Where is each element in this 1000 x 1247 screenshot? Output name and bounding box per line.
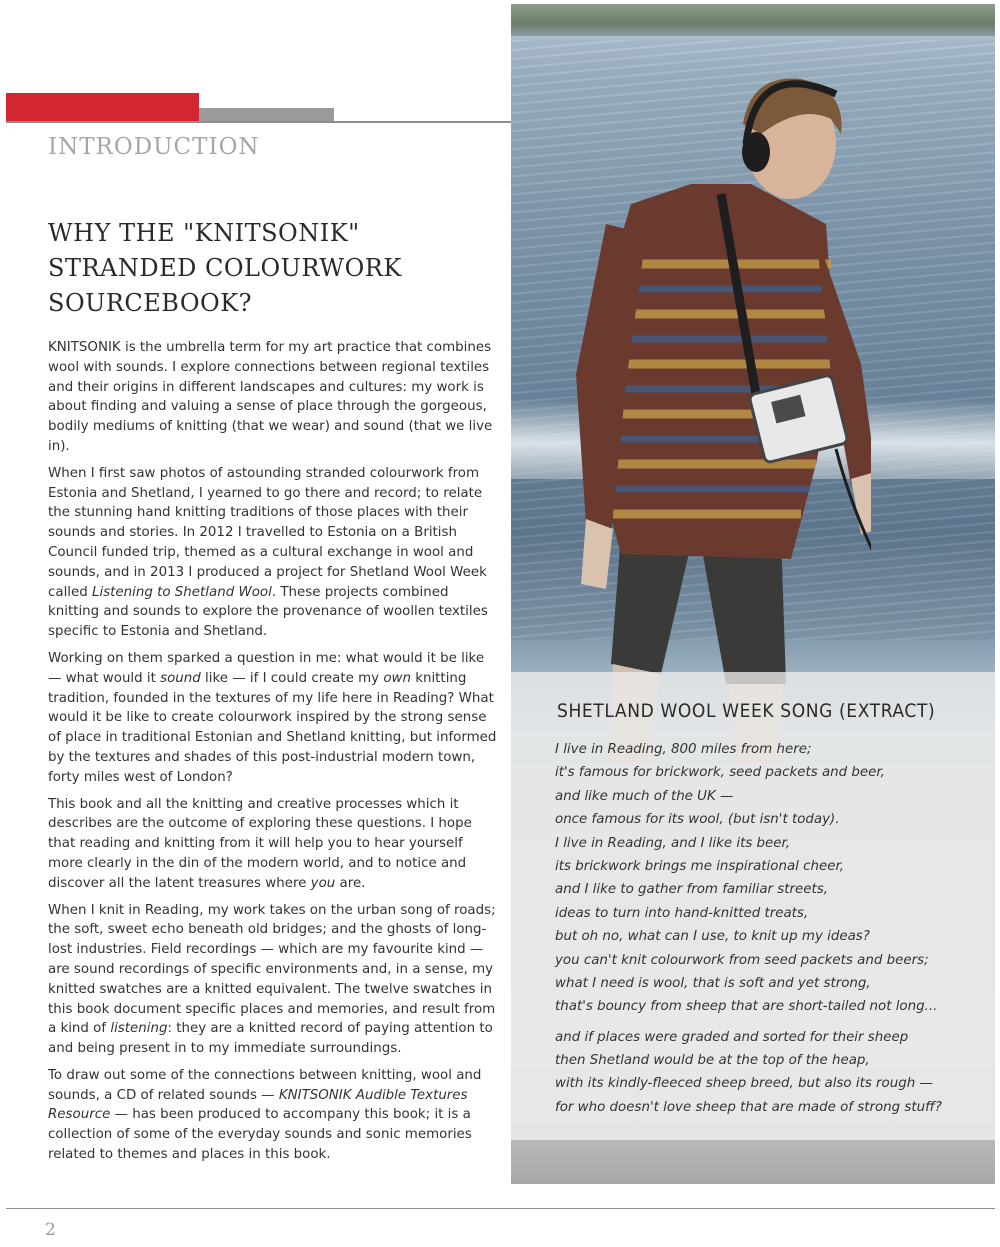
poem-line: and if places were graded and sorted for their sheep [555,1029,909,1045]
poem-line: that's bouncy from sheep that are short-tailed not long... [555,999,938,1015]
poem-line: then Shetland would be at the top of the heap, [555,1053,870,1069]
header-red-bar [6,93,199,121]
page-title: WHY THE "KNITSONIK" STRANDED COLOURWORK SOURCEBOOK? [48,219,402,317]
article-body [48,338,500,1172]
poem-line: and I like to gather from familiar streets, [555,882,828,898]
poem-line: what I need is wool, that is soft and yet strong, [555,975,871,991]
footer-rule [6,1208,995,1209]
header-rule [6,121,511,123]
distant-hills [511,4,995,36]
poem-text [555,738,985,1119]
photo-bottom-band [511,1140,995,1184]
poem-line: with its kindly-fleeced sheep breed, but also its rough — [555,1076,933,1092]
person-with-headphones-figure [551,64,871,764]
poem-line: I live in Reading, and I like its beer, [555,835,791,851]
header-grey-bar [199,108,334,121]
poem-line: for who doesn't love sheep that are made of strong stuff? [555,1099,942,1115]
page-number: 2 [45,1220,56,1240]
section-label: INTRODUCTION [48,134,260,160]
paragraph: When I first saw photos of astounding stranded colourwork from Estonia and Shetland, I yearned to go there and record; to relate the stunning hand knitting traditions of those places with their sounds and stories. In 2012 I travelled to Estonia on a British Council funded trip, themed as a cultural exchange in wool and sounds, and in 2013 I produced a project for Shetland Wool Week called Listening to Shetland Wool. These projects combined knitting and sounds to explore the provenance of woollen textiles specific to Estonia and Shetland. [48,465,488,640]
poem-line: and like much of the UK — [555,788,734,804]
paragraph: Working on them sparked a question in me: what would it be like — what would it sound like — if I could create my own knitting tradition, founded in the textures of my life here in Reading? What would it be like to create colourwork inspired by the strong sense of place in traditional Estonian and Shetland knitting, but informed by the textures and shades of this post-industrial modern town, forty miles west of London? [48,650,497,785]
poem-line: ideas to turn into hand-knitted treats, [555,905,809,921]
poem-line: it's famous for brickwork, seed packets and beer, [555,765,885,781]
paragraph: To draw out some of the connections between knitting, wool and sounds, a CD of related sounds — KNITSONIK Audible Textures Resource — has been produced to accompany this book; it is a collection of some of the everyday sounds and sonic memories related to themes and places in this book. [48,1067,482,1163]
poem-line: but oh no, what can I use, to knit up my ideas? [555,929,870,945]
poem-line: once famous for its wool, (but isn't today). [555,812,840,828]
poem-line: you can't knit colourwork from seed packets and beers; [555,952,929,968]
paragraph: This book and all the knitting and creative processes which it describes are the outcome of exploring these questions. I hope that reading and knitting from it will help you to hear yourself more clearly in the din of the modern world, and to notice and discover all the latent treasures where you are. [48,796,472,891]
paragraph: KNITSONIK is the umbrella term for my art practice that combines wool with sounds. I explore connections between regional textiles and their origins in different landscapes and cultures: my work is about finding and valuing a sense of place through the gorgeous, bodily mediums of knitting (that we wear) and sound (that we live in). [48,340,493,454]
poem-line: its brickwork brings me inspirational cheer, [555,858,844,874]
paragraph: When I knit in Reading, my work takes on the urban song of roads; the soft, sweet echo beneath old bridges; and the ghosts of long-lost industries. Field recordings — which are my favourite kind — are sound recordings of specific environments and, in a sense, my knitted swatches are a knitted equivalent. The twelve swatches in this book document specific places and memories, and result from a kind of listening: they are a knitted record of paying attention to and being present in to my immediate surroundings. [48,902,496,1057]
poem-title: SHETLAND WOOL WEEK SONG (EXTRACT) [557,700,936,722]
poem-line: I live in Reading, 800 miles from here; [555,742,812,757]
